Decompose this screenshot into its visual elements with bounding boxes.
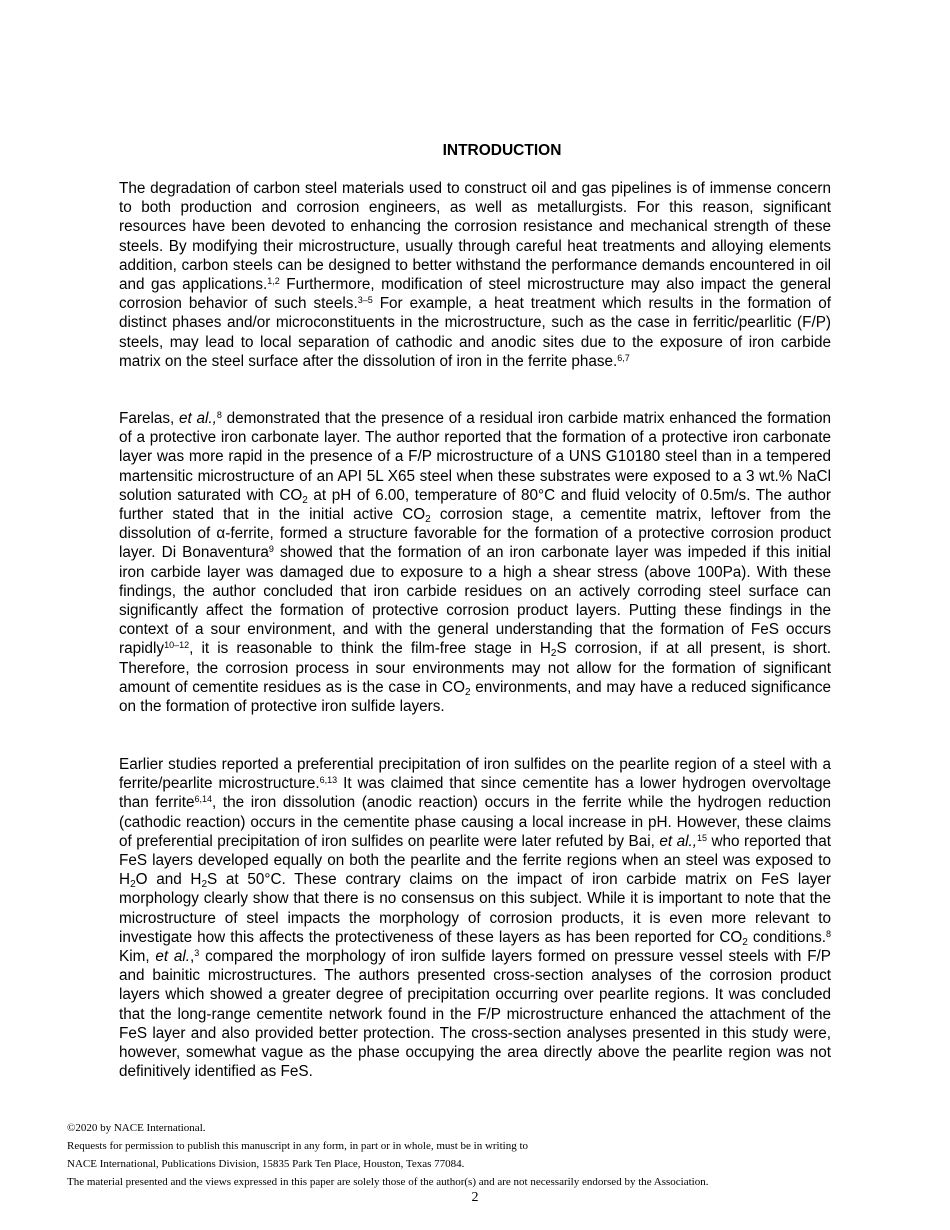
citation-superscript: 6,7 bbox=[617, 352, 630, 363]
subscript: 2 bbox=[302, 494, 308, 506]
text-run: It was claimed that since cementite has a lower hydrogen overvoltage than ferrite bbox=[119, 775, 831, 812]
citation-superscript: 8 bbox=[216, 410, 222, 420]
text-run: Earlier studies reported a preferential precipitation of iron sulfides on the pearlite region of a steel with a ferrite/pearlite microstructure. bbox=[119, 756, 831, 793]
text-run: corrosion stage, a cementite matrix, leftover from the dissolution of α-ferrite, formed a structure favorable for the formation of a protective corrosion product layer. Di Bonaventura bbox=[119, 506, 831, 562]
citation-superscript: 10–12 bbox=[164, 640, 190, 651]
text-run: environments, and may have a reduced significance on the formation of protective iron sulfide layers. bbox=[119, 678, 831, 716]
text-run: O and H bbox=[135, 871, 202, 889]
section-heading: INTRODUCTION bbox=[442, 142, 562, 159]
paragraph-3 bbox=[119, 755, 831, 1081]
text-run: For example, a heat treatment which results in the formation of distinct phases and/or microconstituents in the microstructure, such as the case in ferritic/pearlitic (F/P) steels, may lead to local separation of cathodic and anodic sites due to the exposure of iron carbide matrix on the steel surface after the dissolution of iron in the ferrite phase. bbox=[119, 295, 832, 370]
italic-text: et al., bbox=[178, 410, 217, 427]
citation-superscript: 6,13 bbox=[319, 775, 338, 786]
text-run: who reported that FeS layers developed equally on both the pearlite and the ferrite regions when an steel was exposed to H bbox=[119, 832, 831, 889]
subscript: 2 bbox=[130, 879, 136, 891]
footer-notice bbox=[67, 1119, 887, 1191]
citation-superscript: 8 bbox=[825, 928, 831, 939]
subscript: 2 bbox=[465, 686, 471, 698]
italic-text: et al., bbox=[659, 832, 697, 850]
citation-superscript: 15 bbox=[696, 832, 707, 843]
citation-superscript: 1,2 bbox=[267, 276, 280, 287]
text-run: , the iron dissolution (anodic reaction) occurs in the ferrite while the hydrogen reduction (cathodic reaction) occurs in the cementite phase causing a local increase in pH. However, these claims of preferential precipitation of iron sulfides on pearlite were later refuted by Bai, bbox=[119, 794, 832, 850]
subscript: 2 bbox=[201, 879, 208, 891]
paragraph-1 bbox=[119, 179, 831, 371]
text-run: S corrosion, if at all present, is short. Therefore, the corrosion process in sour environments may not allow for the formation of significant amount of cementite residues as is the case in CO bbox=[119, 640, 831, 696]
footer-disclaimer: The material presented and the views expressed in this paper are solely those of the author(s) and are not necessarily endorsed by the Association. bbox=[67, 1176, 709, 1188]
citation-superscript: 3–5 bbox=[357, 295, 373, 306]
text-run: at pH of 6.00, temperature of 80°C and fluid velocity of 0.5m/s. The author further stated that in the initial active CO bbox=[119, 486, 831, 524]
text-run: conditions. bbox=[747, 928, 826, 946]
text-run: , it is reasonable to think the film-free stage in H bbox=[189, 640, 551, 658]
subscript: 2 bbox=[550, 648, 557, 660]
citation-superscript: 3 bbox=[194, 948, 200, 959]
italic-text: et al. bbox=[155, 948, 191, 966]
paragraph-2 bbox=[119, 409, 831, 716]
citation-superscript: 6,14 bbox=[194, 794, 213, 805]
footer-permission-line-1: Requests for permission to publish this manuscript in any form, in part or in whole, must be in writing to bbox=[67, 1140, 529, 1152]
text-run: Kim, bbox=[119, 948, 156, 966]
subscript: 2 bbox=[425, 514, 431, 526]
text-run: compared the morphology of iron sulfide layers formed on pressure vessel steels with F/P and bainitic microstructures. The authors presented cross-section analyses of the corrosion product layers which showed a greater degree of precipitation occurring over pearlite regions. It was concluded that the long-range cementite network found in the F/P microstructure enhanced the attachment of the FeS layer and also provided better protection. The cross-section analyses presented in this study were, however, somewhat vague as the phase occupying the area directly above the pearlite region was not definitively identified as FeS. bbox=[119, 948, 831, 1081]
text-run: Farelas, bbox=[119, 410, 179, 427]
text-run: S at 50°C. These contrary claims on the impact of iron carbide matrix on FeS layer morphology clearly show that there is no consensus on this subject. While it is important to note that the microstructure of steel impacts the morphology of corrosion products, it is even more relevant to investigate how this affects the protectiveness of these layers as has been reported for CO bbox=[119, 871, 831, 946]
page-number: 2 bbox=[471, 1190, 479, 1205]
citation-superscript: 9 bbox=[268, 544, 274, 555]
footer-permission-line-2: NACE International, Publications Division, 15835 Park Ten Place, Houston, Texas 77084. bbox=[67, 1158, 465, 1170]
footer-copyright: ©2020 by NACE International. bbox=[67, 1122, 206, 1134]
text-run: demonstrated that the presence of a residual iron carbide matrix enhanced the formation of a protective iron carbonate layer. The author reported that the formation of a protective iron carbonate layer was more rapid in the presence of a F/P microstructure of a UNS G10180 steel than in a tempered martensitic microstructure of an API 5L X65 steel when these substrates were exposed to a 3 wt.% NaCl solution saturated with CO bbox=[119, 410, 831, 504]
text-run: Furthermore, modification of steel microstructure may also impact the general corrosion behavior of such steels. bbox=[119, 276, 831, 313]
text-run: showed that the formation of an iron carbonate layer was impeded if this initial iron carbide layer was damaged due to exposure to a high a shear stress (above 100Pa). With these findings, the author concluded that iron carbide residues on an actively corroding steel surface can significantly affect the formation of protective corrosion product layers. Putting these findings in the context of a sour environment, and with the general understanding that the formation of FeS occurs rapidly bbox=[119, 544, 831, 658]
subscript: 2 bbox=[742, 936, 748, 948]
text-run: , bbox=[190, 948, 195, 966]
text-run: The degradation of carbon steel materials used to construct oil and gas pipelines is of immense concern to both production and corrosion engineers, as well as metallurgists. For this reason, significant resources have been devoted to enhancing the corrosion resistance and mechanical strength of these steels. By modifying their microstructure, usually through careful heat treatments and alloying elements addition, carbon steels can be designed to better withstand the performance demands encountered in oil and gas applications. bbox=[119, 180, 831, 294]
